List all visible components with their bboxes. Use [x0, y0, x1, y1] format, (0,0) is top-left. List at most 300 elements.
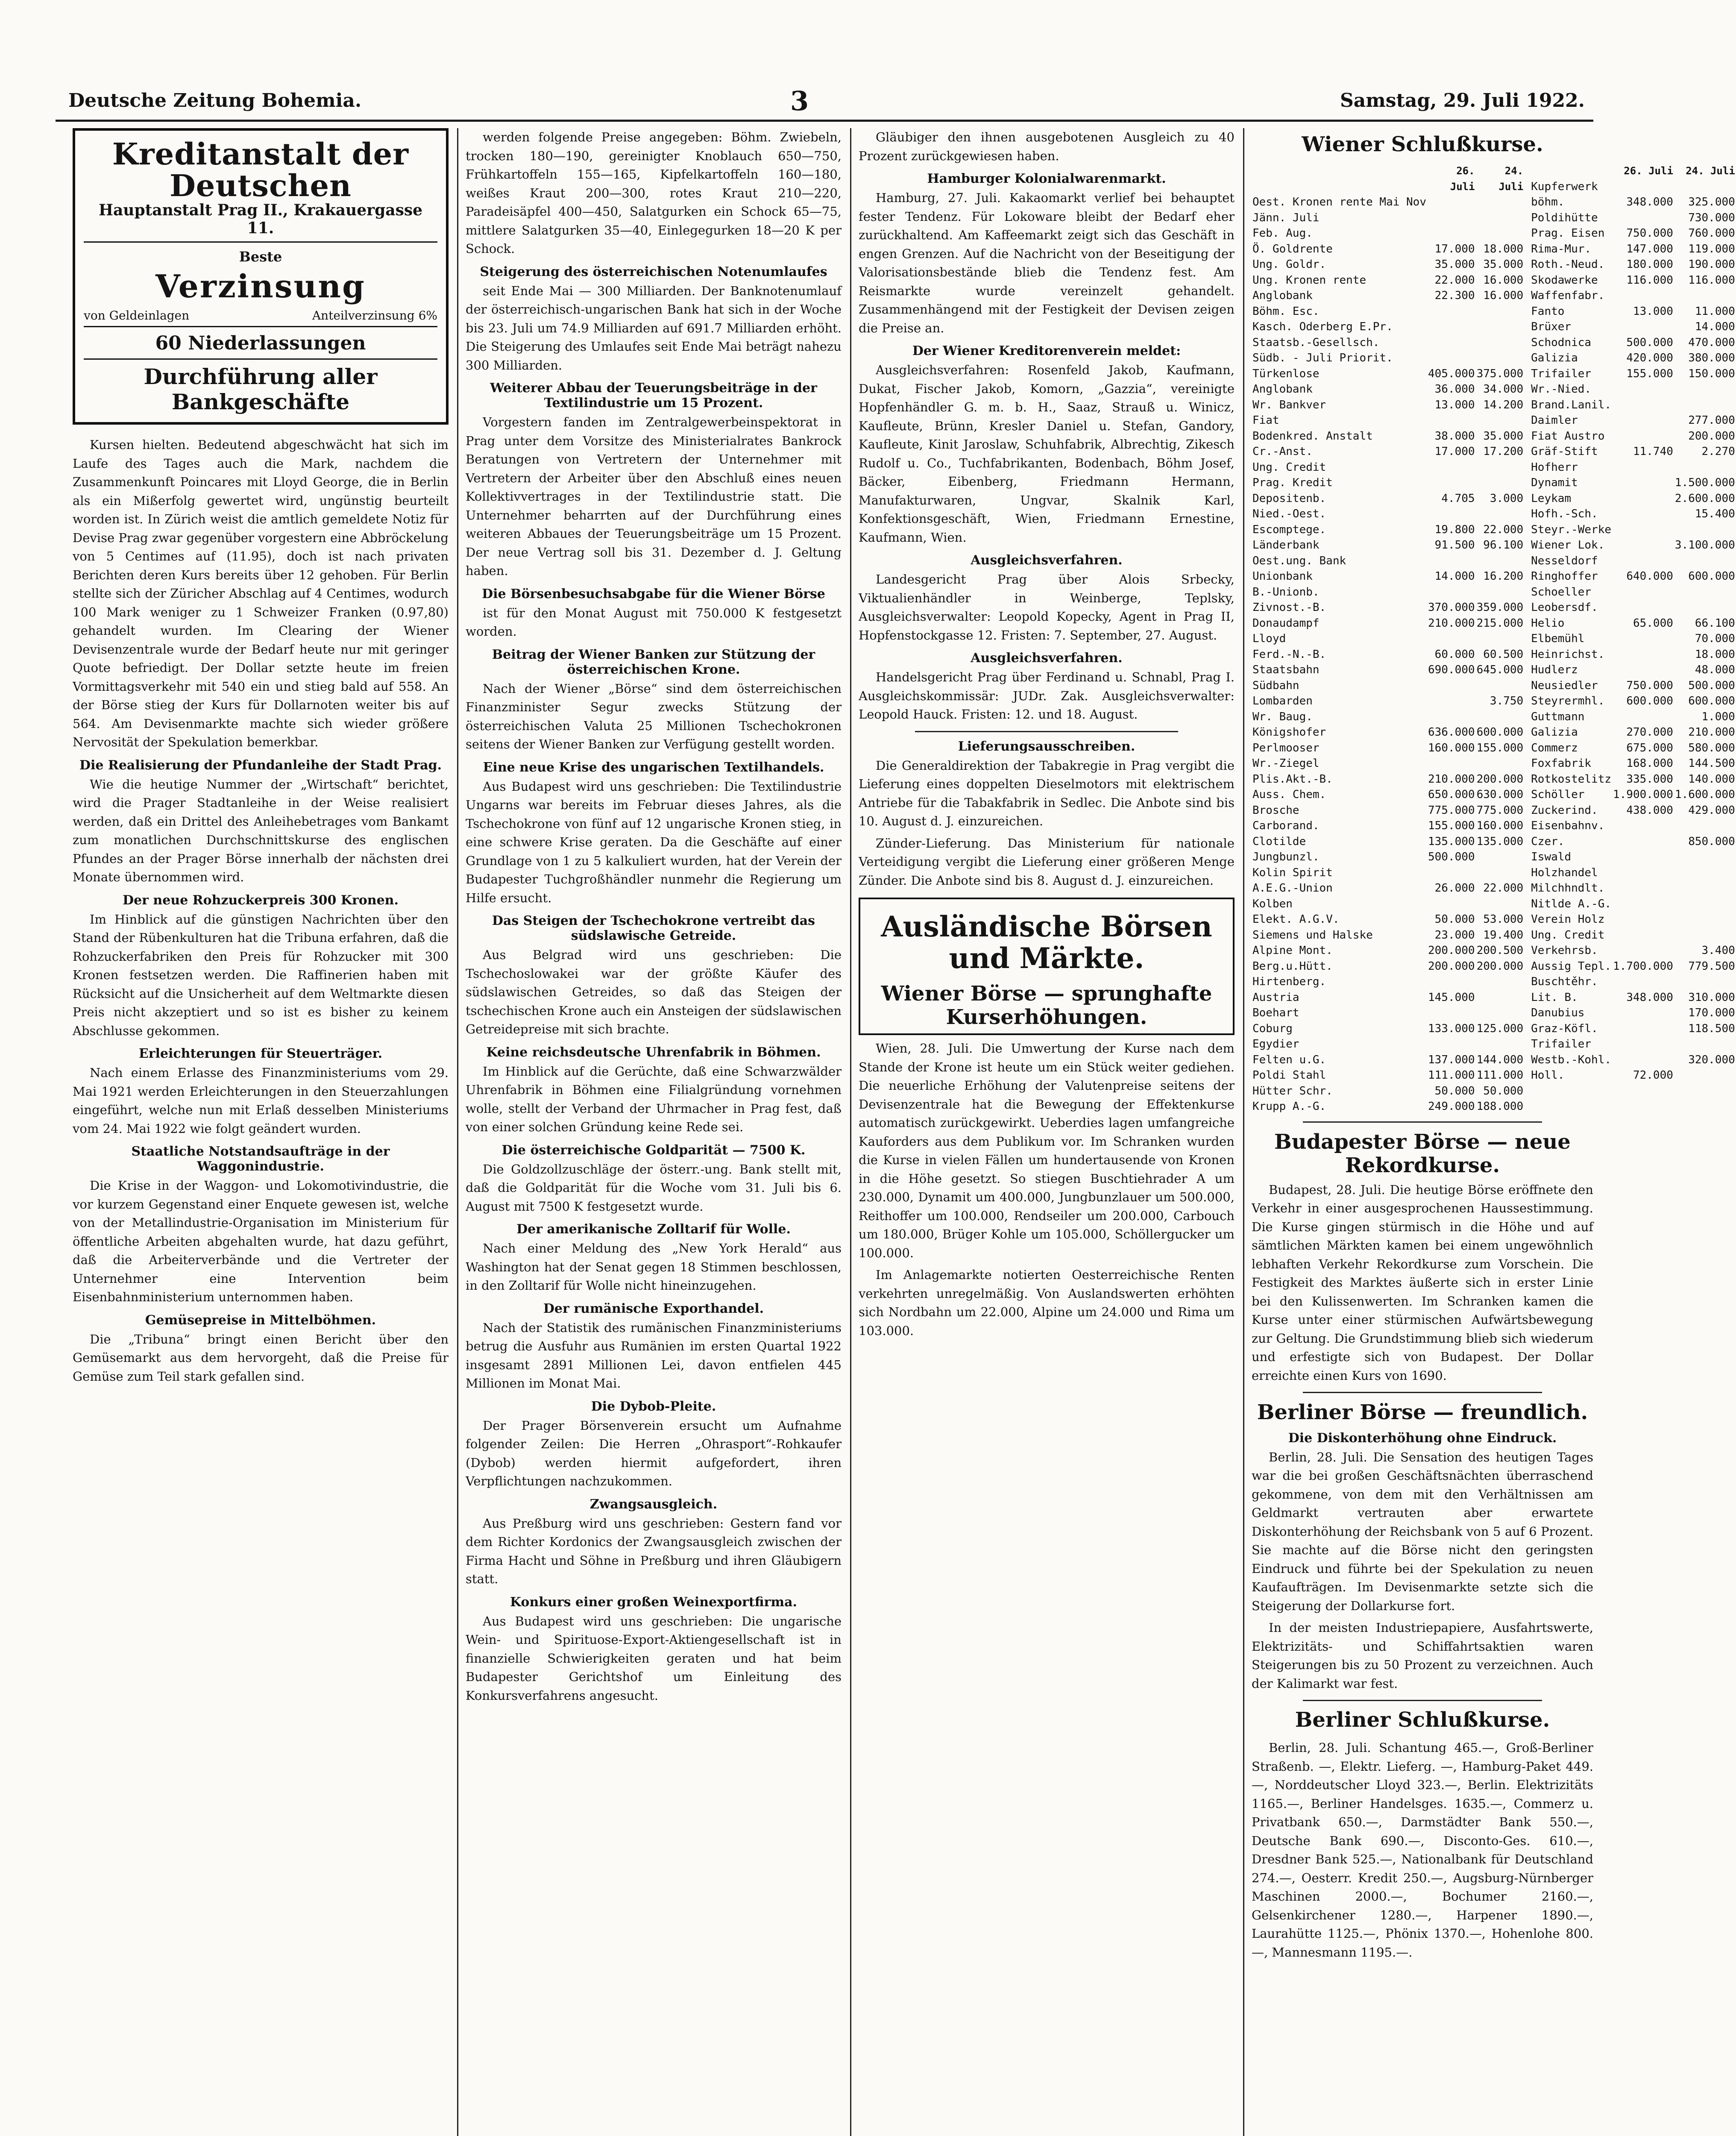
quote-value: 65.000 [1633, 616, 1673, 630]
quote-value: 96.100 [1483, 539, 1524, 552]
quote-security: Schoeller [1531, 585, 1592, 599]
quote-row [1530, 179, 1736, 195]
quote-row [1252, 553, 1524, 569]
quote-security: Coburg [1252, 1022, 1293, 1035]
quote-security: Elekt. A.G.V. [1252, 913, 1340, 926]
quote-value: 19.800 [1434, 523, 1475, 536]
quote-value [1612, 896, 1674, 912]
quote-value: 359.000 [1476, 601, 1524, 614]
article-heading: Erleichterungen für Steuerträger. [138, 1046, 383, 1061]
quote-value [1427, 460, 1476, 475]
quote-value: 200.000 [1476, 772, 1524, 786]
quote-row [1252, 257, 1524, 273]
quote-value [1612, 475, 1674, 491]
quote-value: 249.000 [1428, 1100, 1475, 1113]
quote-security: Jungbunzl. [1252, 851, 1320, 863]
article-paragraph: Aus Budapest wird uns geschrieben: Die ungarische Wein- und Spirituose-Export-Aktiengesellschaft ist in finanzielle Schwierigkeiten geraten und hat beim Budapester Gerichtshof um Einleitung des Konkursverfahrens angesucht. [466, 1614, 842, 1703]
quote-security: Felten u.G. [1252, 1053, 1326, 1066]
quote-value [1427, 693, 1476, 709]
quote-row [1530, 787, 1736, 803]
quote-row [1252, 319, 1524, 335]
quote-value [1612, 865, 1674, 881]
quote-value: 170.000 [1688, 1006, 1735, 1019]
quote-value: 15.400 [1695, 508, 1735, 520]
quote-row [1252, 584, 1524, 600]
quote-security: B.-Unionb. [1252, 585, 1320, 599]
quote-security: Neusiedler [1531, 679, 1598, 692]
quote-value: 145.000 [1428, 991, 1475, 1004]
quote-row [1530, 553, 1736, 569]
ad-best: Beste [239, 249, 282, 265]
ad-title: Kreditanstalt der Deutschen [112, 136, 409, 203]
quote-security: Heinrichst. [1531, 648, 1605, 661]
quote-row [1530, 725, 1736, 740]
quote-security: Alpine Mont. [1252, 944, 1333, 957]
quote-security: Ferd.-N.-B. [1252, 648, 1326, 661]
quote-value [1612, 1036, 1674, 1052]
quote-row [1252, 1021, 1524, 1037]
quote-row [1530, 460, 1736, 475]
quote-value: 210.000 [1688, 726, 1735, 739]
quote-security: Zuckerind. [1531, 804, 1598, 817]
quote-security: Ung. Credit [1252, 461, 1326, 474]
quotes-col-a: 26. Juli [1624, 165, 1673, 177]
quote-security: Plis.Akt.-B. [1252, 772, 1333, 786]
quote-value [1427, 678, 1476, 694]
article-heading: Die Dybob-Pleite. [591, 1399, 716, 1414]
quotes-col-b: 24. Juli [1686, 165, 1735, 177]
quote-value [1427, 319, 1476, 335]
quote-value: 200.000 [1428, 944, 1475, 957]
quote-value: 470.000 [1688, 336, 1735, 349]
quote-security: Hofh.-Sch. [1531, 508, 1598, 520]
quote-security: Leobersdf. [1531, 601, 1598, 614]
quote-row [1530, 943, 1736, 959]
quote-value [1674, 896, 1736, 912]
quote-value [1476, 896, 1525, 912]
article-heading: Weiterer Abbau der Teuerungsbeiträge in der Textilindustrie um 15 Prozent. [490, 381, 817, 411]
quote-security: Anglobank [1252, 289, 1313, 302]
quote-value [1476, 974, 1525, 990]
quote-value [1612, 522, 1674, 538]
quote-security: Krupp A.-G. [1252, 1100, 1326, 1113]
quote-value: 370.000 [1428, 601, 1475, 614]
quote-security: Holl. [1531, 1069, 1565, 1082]
quote-row [1530, 959, 1736, 974]
quote-security: Ö. Goldrente [1252, 242, 1333, 255]
quote-security: Waffenfabr. [1531, 289, 1605, 302]
quote-value: 636.000 [1428, 726, 1475, 739]
quote-row [1530, 491, 1736, 507]
quote-security: Verein Holz [1531, 913, 1605, 926]
section-divider [1303, 1392, 1542, 1393]
quote-value: 775.000 [1476, 804, 1524, 817]
article-paragraph: Kursen hielten. Bedeutend abgeschwächt hat sich im Laufe des Tages auch die Mark, nachdem die Zusammenkunft Poincares mit Lloyd George, die in Berlin als ein Mißerfolg gewertet wird, ungünstig beurteilt worden ist. In Zürich weist die amtlich gemeldete Notiz für Devise Prag zwar gegenüber vorgestern eine Abbröckelung von 5 Centimes auf (11.95), doch ist nach privaten Berichten deren Kurs bereits über 12 gehoben. Für Berlin stellte sich der Züricher Abschlag auf 4 Centimes, wodurch 100 Mark weniger zu 1 Schweizer Franken (0.97,80) gehandelt wurden. Im Clearing der Wiener Devisenzentrale wurde der Bedarf heute nur mit geringer Quote befriedigt. Der Dollar setzte heute im freien Vormittagsverkehr mit 540 ein und stieg bald auf 558. An der Börse stieg der Kurs für Dollarnoten weiter bis auf 564. Am Devisenmarkte machte sich wieder größere Nervosität der Spekulation bemerkbar. [73, 437, 449, 749]
quote-row [1252, 1099, 1524, 1115]
quote-security: Schöller [1531, 788, 1585, 801]
ad-verzinsung: Verzinsung [155, 268, 366, 305]
quote-value [1612, 1052, 1674, 1068]
masthead-name: Deutsche Zeitung Bohemia. [68, 90, 362, 111]
quote-value [1427, 475, 1476, 491]
article-paragraph: Nach der Statistik des rumänischen Finanzministeriums betrug die Ausfuhr aus Rumänien im ersten Quartal 1922 insgesamt 2891 Millionen Lei, davon entfielen 445 Millionen im Monat Mai. [466, 1320, 842, 1391]
article-paragraph: Die „Tribuna“ bringt einen Bericht über den Gemüsemarkt aus dem hervorgeht, daß die Preise für Gemüse zum Teil stark gefallen sind. [73, 1332, 449, 1384]
quote-row [1252, 210, 1524, 226]
article-paragraph: werden folgende Preise angegeben: Böhm. Zwiebeln, trocken 180—190, gereinigter Knoblauch 650—750, Frühkartoffeln 155—165, Kipfelkartoffeln 160—180, weißes Kraut 200—300, rotes Kraut 210—220, Paradeisäpfel 400—450, Salatgurken ein Schock 65—75, mittlere Salatgurken 35—40, Einlegegurken 18—20 K per Schock. [466, 130, 842, 256]
quote-row [1252, 569, 1524, 584]
section-divider [915, 731, 1178, 732]
quote-security: Verkehrsb. [1531, 944, 1598, 957]
quote-value: 4.705 [1441, 492, 1475, 505]
quote-value: 135.000 [1476, 835, 1524, 848]
quote-row [1530, 210, 1736, 226]
quote-value [1612, 1005, 1674, 1021]
quote-row [1252, 366, 1524, 382]
quote-row [1530, 834, 1736, 850]
quote-row [1530, 335, 1736, 351]
quote-value: 600.000 [1688, 695, 1735, 707]
quote-row [1252, 1083, 1524, 1099]
quote-value [1674, 460, 1736, 475]
article-heading: Eine neue Krise des ungarischen Textilhandels. [483, 760, 824, 775]
quote-value [1674, 865, 1736, 881]
quote-row [1252, 506, 1524, 522]
quote-row [1252, 428, 1524, 444]
quote-value: 160.000 [1428, 741, 1475, 754]
quote-value [1612, 506, 1674, 522]
quote-value [1612, 600, 1674, 616]
article-paragraph: Die Goldzollzuschläge der österr.-ung. Bank stellt mit, daß die Goldparität für die Woche vom 31. Juli bis 6. August mit 7500 K festgesetzt wurde. [466, 1162, 842, 1214]
quote-security: Ringhoffer [1531, 570, 1598, 583]
article-subheading: Die Diskonterhöhung ohne Eindruck. [1288, 1430, 1557, 1446]
quote-security: Roth.-Neud. [1531, 258, 1605, 271]
quote-value: 420.000 [1626, 352, 1673, 364]
quote-row [1530, 1021, 1736, 1037]
article-paragraph: Im Hinblick auf die Gerüchte, daß eine Schwarzwälder Uhrenfabrik in Böhmen eine Filialgründung vornehmen wolle, stellt der Verband der Uhrmacher in Prag fest, daß von einer solchen Gründung keine Rede sei. [466, 1064, 842, 1134]
quote-row [1530, 803, 1736, 819]
quote-security: Wr. Bankver [1252, 398, 1326, 411]
quote-value: 188.000 [1476, 1100, 1524, 1113]
quote-value [1476, 865, 1525, 881]
ad-address: Hauptanstalt Prag II., Krakauergasse 11. [84, 201, 437, 243]
article-paragraph: Landesgericht Prag über Alois Srbecky, Viktualienhändler in Weinberge, Teplsky, Ausgleichsverwalter: Leopold Kopecky, Agent in Prag II, Hopfenstockgasse 12. Fristen: 7. September, 27. August. [859, 572, 1235, 643]
article-heading: Der Wiener Kreditorenverein meldet: [912, 343, 1181, 358]
quote-value [1612, 927, 1674, 943]
quote-security: Unionbank [1252, 570, 1313, 583]
quote-security: Galizia [1531, 726, 1578, 739]
quote-row [1252, 756, 1524, 772]
quote-security: Austria [1252, 991, 1299, 1004]
quote-value [1612, 428, 1674, 444]
quote-value [1612, 912, 1674, 927]
quote-security: Kupferwerk [1531, 180, 1598, 193]
quote-value: 35.000 [1483, 258, 1524, 271]
quote-row [1530, 413, 1736, 428]
article-heading: Hamburger Kolonialwarenmarkt. [927, 171, 1166, 186]
quote-value [1612, 460, 1674, 475]
quote-value: 155.000 [1428, 819, 1475, 832]
article-heading: Gemüsepreise in Mittelböhmen. [145, 1312, 376, 1328]
quotes-table-right [1530, 163, 1736, 1083]
quote-security: Milchhndlt. [1531, 882, 1605, 895]
quote-row [1530, 584, 1736, 600]
quote-row [1252, 444, 1524, 460]
quote-security: Skodawerke [1531, 273, 1598, 287]
quote-security: A.E.G.-Union [1252, 882, 1333, 895]
quote-row [1530, 537, 1736, 553]
quote-security: Kolin Spirit [1252, 866, 1333, 879]
quote-value: 348.000 [1626, 991, 1673, 1004]
quote-value: 111.000 [1428, 1069, 1475, 1082]
quote-security: Graz-Köfl. [1531, 1022, 1598, 1035]
quote-value: 16.000 [1483, 289, 1524, 302]
quote-security: Nesseldorf [1531, 554, 1598, 567]
quote-row [1252, 194, 1524, 210]
quote-row [1530, 444, 1736, 460]
quote-row [1252, 678, 1524, 694]
quote-security: Helio [1531, 616, 1565, 630]
quote-value: 438.000 [1626, 804, 1673, 817]
article-paragraph: Der Prager Börsenverein ersucht um Aufnahme folgender Zeilen: Die Herren „Ohrasport“-Rohkaufer (Dybob) werden hiermit aufgefordert, ihren Verpflichtungen nachzukommen. [466, 1418, 842, 1488]
quote-row [1252, 631, 1524, 647]
quote-row [1252, 460, 1524, 475]
quote-value: 133.000 [1428, 1022, 1475, 1035]
quote-security: Poldi Stahl [1252, 1069, 1326, 1082]
quote-value [1674, 584, 1736, 600]
quote-value: 375.000 [1476, 367, 1524, 380]
quote-value [1674, 1068, 1736, 1083]
quote-value [1612, 631, 1674, 647]
quote-security: Staatsbahn [1252, 663, 1320, 676]
quote-value [1612, 1021, 1674, 1037]
quote-value [1612, 584, 1674, 600]
quote-row [1530, 397, 1736, 413]
quote-security: Kasch. Oderberg E.Pr. [1252, 320, 1393, 333]
quote-value: 13.000 [1434, 398, 1475, 411]
quote-row [1530, 865, 1736, 881]
quote-security: Südbahn [1252, 679, 1299, 692]
quote-row [1530, 288, 1736, 304]
quote-value [1476, 210, 1525, 226]
quote-security: Egydier [1252, 1038, 1299, 1050]
quote-value: 630.000 [1476, 788, 1524, 801]
quote-value: 600.000 [1688, 570, 1735, 583]
quote-value [1612, 381, 1674, 397]
section-banner [859, 898, 1235, 1035]
article-paragraph: Berlin, 28. Juli. Die Sensation des heutigen Tages war die bei großen Geschäftsnächten überraschend gekommene, von dem mit den Verhältnissen am Geldmarkt vertrauten aber erwartete Diskonterhöhung der Reichsbank von 5 auf 6 Prozent. Sie machte auf die Börse nicht den geringsten Eindruck und führte bei der Spekulation zu neuen Kaufaufträgen. Im Devisenmarkte setzte sich die Steigerung der Dollarkurse fort. [1252, 1449, 1593, 1613]
quote-security: Wr.-Nied. [1531, 383, 1592, 396]
quote-value [1612, 880, 1674, 896]
quote-value: 690.000 [1428, 663, 1475, 676]
quote-row [1252, 693, 1524, 709]
quote-row [1252, 772, 1524, 787]
article-headline: Berliner Börse — freundlich. [1257, 1400, 1588, 1425]
quote-value [1612, 319, 1674, 335]
quote-security: Depositenb. [1252, 492, 1326, 505]
quote-value [1476, 678, 1525, 694]
article-paragraph: Wie die heutige Nummer der „Wirtschaft“ berichtet, wird die Prager Stadtanleihe in der Weise realisiert werden, daß ein Drittel des Anleihebetrages vom Bankamt zum monatlichen Durchschnittskurse des englischen Pfundes an der Prager Börse innerhalb der nächsten drei Monate übernommen wird. [73, 777, 449, 884]
quote-value [1674, 818, 1736, 834]
quote-value [1427, 506, 1476, 522]
quote-value: 2.600.000 [1674, 492, 1735, 505]
quote-value: 180.000 [1626, 258, 1673, 271]
quote-value [1674, 397, 1736, 413]
quote-value [1476, 553, 1525, 569]
quote-row [1252, 1036, 1524, 1052]
quote-value: 600.000 [1626, 695, 1673, 707]
quote-value: 380.000 [1688, 352, 1735, 364]
quote-security: Jänn. Juli [1252, 211, 1320, 224]
quote-value: 429.000 [1688, 804, 1735, 817]
quote-value [1427, 226, 1476, 241]
quote-value: 500.000 [1428, 851, 1475, 863]
quote-security: Prag. Kredit [1252, 476, 1333, 489]
quote-value: 22.000 [1434, 273, 1475, 287]
quote-security: Kolben [1252, 897, 1293, 910]
quote-value: 125.000 [1476, 1022, 1524, 1035]
quotes-title: Berliner Schlußkurse. [1295, 1708, 1550, 1732]
quote-value: 50.000 [1434, 913, 1475, 926]
quote-security: Hirtenberg. [1252, 975, 1326, 988]
quote-value [1674, 880, 1736, 896]
quote-value: 36.000 [1434, 383, 1475, 396]
ad-branches: 60 Niederlassungen [84, 332, 437, 360]
quote-value: 650.000 [1428, 788, 1475, 801]
quote-value: 16.000 [1483, 273, 1524, 287]
quote-value: 160.000 [1476, 819, 1524, 832]
quote-value: 116.000 [1626, 273, 1673, 287]
quote-value [1476, 506, 1525, 522]
quote-security: Ung. Credit [1531, 928, 1605, 942]
quote-security: Länderbank [1252, 539, 1320, 552]
quote-value: 750.000 [1626, 679, 1673, 692]
quote-value [1427, 631, 1476, 647]
quote-security: Westb.-Kohl. [1531, 1053, 1611, 1066]
quote-value: 60.500 [1483, 648, 1524, 661]
quote-security: Rotkostelitz [1531, 772, 1611, 786]
quote-value [1427, 553, 1476, 569]
quote-value [1476, 304, 1525, 320]
quote-row [1530, 1005, 1736, 1021]
quote-row [1252, 350, 1524, 366]
ad-rate-line [84, 308, 437, 327]
quote-security: Nitlde A.-G. [1531, 897, 1611, 910]
article-heading: Der neue Rohzuckerpreis 300 Kronen. [123, 892, 399, 908]
quote-row [1530, 927, 1736, 943]
quote-security: Nied.-Oest. [1252, 508, 1326, 520]
quote-value: 200.000 [1476, 959, 1524, 973]
quote-value [1476, 460, 1525, 475]
quote-row [1252, 241, 1524, 257]
quote-value [1674, 179, 1736, 195]
quote-security: Commerz [1531, 741, 1578, 754]
quote-security: Trifailer [1531, 367, 1592, 380]
quote-value [1476, 631, 1525, 647]
quote-row [1530, 522, 1736, 538]
article-heading: Das Steigen der Tschechokrone vertreibt das südslawische Getreide. [492, 913, 815, 943]
quote-value [1476, 319, 1525, 335]
quote-value [1612, 974, 1674, 990]
quote-row [1252, 865, 1524, 881]
quote-value [1427, 194, 1476, 210]
quote-row [1530, 693, 1736, 709]
quote-security: Guttmann [1531, 710, 1585, 723]
article-paragraph: Zünder-Lieferung. Das Ministerium für nationale Verteidigung vergibt die Lieferung einer größeren Menge Zünder. Die Anbote sind bis 8. August d. J. einzureichen. [859, 836, 1235, 888]
quote-security: Oest.ung. Bank [1252, 554, 1346, 567]
quote-row [1252, 834, 1524, 850]
quote-security: böhm. [1531, 196, 1565, 208]
quote-value [1476, 1005, 1525, 1021]
quote-value: 155.000 [1626, 367, 1673, 380]
quote-row [1530, 880, 1736, 896]
quote-row [1530, 350, 1736, 366]
quote-value: 500.000 [1626, 336, 1673, 349]
quote-row [1530, 1036, 1736, 1052]
quote-value [1674, 912, 1736, 927]
quote-row [1530, 678, 1736, 694]
column-4 [1252, 128, 1735, 2136]
quote-row [1252, 600, 1524, 616]
quote-security: Clotilde [1252, 835, 1306, 848]
quote-security: Bodenkred. Anstalt [1252, 429, 1373, 443]
quote-security: Schodnica [1531, 336, 1592, 349]
ad-rate-right: Anteilverzinsung 6% [312, 308, 437, 323]
quote-value: 26.000 [1434, 882, 1475, 895]
quote-value: 147.000 [1626, 242, 1673, 255]
quote-security: Auss. Chem. [1252, 788, 1326, 801]
column-rule [850, 128, 851, 2136]
quote-value [1427, 210, 1476, 226]
quote-value [1476, 475, 1525, 491]
quote-row [1530, 974, 1736, 990]
article-paragraph: Aus Preßburg wird uns geschrieben: Gestern fand vor dem Richter Kordonics der Zwangsausgleich zwischen der Firma Hacht und Söhne in Preßburg und ihren Gläubigern statt. [466, 1516, 842, 1586]
quote-row [1252, 522, 1524, 538]
quote-value [1427, 896, 1476, 912]
quote-row [1252, 491, 1524, 507]
quote-security: Boehart [1252, 1006, 1299, 1019]
quotes-table-left [1252, 163, 1524, 1115]
quote-row [1530, 912, 1736, 927]
quote-row [1252, 662, 1524, 678]
quote-value: 3.400 [1701, 944, 1735, 957]
quote-value: 137.000 [1428, 1053, 1475, 1066]
quote-value [1612, 662, 1674, 678]
quote-value: 775.000 [1428, 804, 1475, 817]
quote-row [1252, 803, 1524, 819]
quote-value: 210.000 [1428, 616, 1475, 630]
quote-row [1252, 304, 1524, 320]
quote-row [1252, 849, 1524, 865]
quote-security: Ung. Kronen rente [1252, 273, 1367, 287]
quote-value: 150.000 [1688, 367, 1735, 380]
quote-value: 3.000 [1490, 492, 1524, 505]
quote-security: Staatsb.-Gesellsch. [1252, 336, 1380, 349]
article-heading: Die Börsenbesuchsabgabe für die Wiener Börse [482, 586, 825, 601]
quote-value: 50.000 [1483, 1084, 1524, 1097]
quote-value [1476, 709, 1525, 725]
quote-value [1612, 491, 1674, 507]
quote-value [1427, 865, 1476, 881]
quote-value: 22.000 [1483, 882, 1524, 895]
quote-row [1530, 569, 1736, 584]
article-heading: Staatliche Notstandsaufträge in der Waggonindustrie. [131, 1144, 390, 1174]
article-heading: Keine reichsdeutsche Uhrenfabrik in Böhmen. [486, 1045, 821, 1060]
quote-security: Wiener Lok. [1531, 539, 1605, 552]
quote-row [1252, 381, 1524, 397]
article-heading: Konkurs einer großen Weinexportfirma. [510, 1594, 797, 1610]
quote-security: Lit. B. [1531, 991, 1578, 1004]
quote-value [1427, 584, 1476, 600]
